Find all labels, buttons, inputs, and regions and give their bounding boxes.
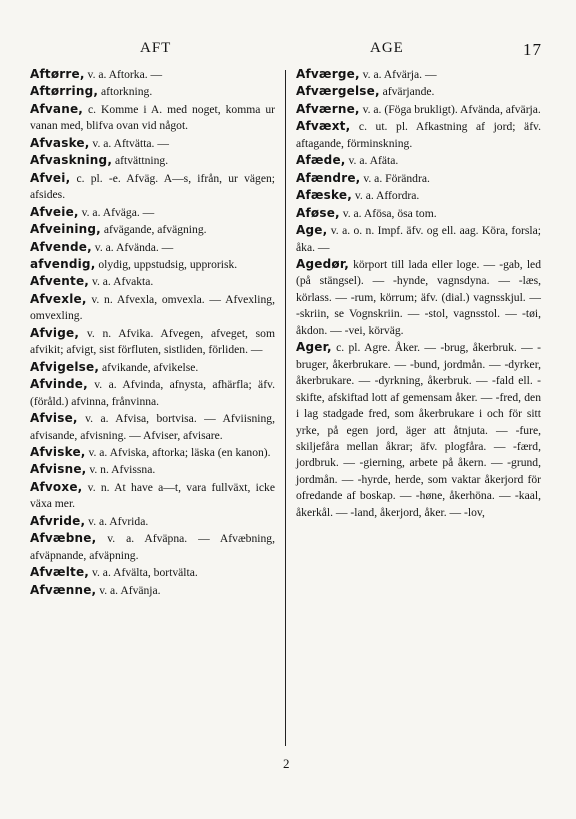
- dictionary-entry: [30, 204, 275, 221]
- dictionary-entry: [296, 205, 541, 222]
- entry-headword: Afvende,: [30, 239, 92, 254]
- dictionary-entry: [296, 222, 541, 256]
- entry-definition: aftorkning.: [98, 85, 153, 99]
- entry-definition: körport till lada eller loge. — -gab, led (på stängsel). — -hynde, vagnsdyna. — -læs, körlass. — -rum, körrum; äfv. (dial.) vagnsskjul. — -skriin, se Vognskriin. — -stol, vagnsstol. — -tøi, åkdon. — -vei, körväg.: [296, 257, 541, 337]
- dictionary-entry: [30, 221, 275, 238]
- entry-definition: afvägande, afvägning.: [100, 223, 207, 237]
- entry-headword: Afvæbne,: [30, 531, 97, 546]
- dictionary-entry: [30, 135, 275, 152]
- entry-definition: v. a. Afvälta, bortvälta.: [89, 566, 198, 580]
- running-header: [30, 40, 550, 62]
- entry-definition: v. a. Afvakta.: [89, 275, 154, 289]
- entry-headword: Afændre,: [296, 170, 361, 185]
- entry-definition: v. a. Afäta.: [345, 154, 399, 168]
- dictionary-entry: [296, 170, 541, 187]
- signature-mark: 2: [283, 756, 290, 771]
- dictionary-entry: [30, 101, 275, 135]
- entry-definition: v. a. Afvänja.: [96, 583, 161, 597]
- entry-headword: Afvise,: [30, 411, 78, 426]
- dictionary-entry: [30, 66, 275, 83]
- dictionary-entry: [296, 187, 541, 204]
- entry-definition: v. n. At have a—t, vara fullväxt, icke växa mer.: [30, 480, 275, 511]
- entry-definition: afvärjande.: [379, 85, 435, 99]
- entry-headword: Agedør,: [296, 256, 349, 271]
- entry-headword: Aføse,: [296, 205, 340, 220]
- entry-headword: Afvoxe,: [30, 479, 83, 494]
- page-number: 17: [523, 40, 542, 59]
- dictionary-entry: [30, 461, 275, 478]
- entry-definition: aftvättning.: [112, 154, 169, 168]
- entry-definition: v. a. Afvända. —: [91, 240, 174, 254]
- entry-definition: v. n. Afvissna.: [86, 463, 156, 477]
- dictionary-entry: [30, 564, 275, 581]
- dictionary-entry: [296, 101, 541, 118]
- dictionary-entry: [296, 83, 541, 100]
- left-column: [30, 66, 275, 746]
- entry-headword: Afvaskning,: [30, 153, 113, 168]
- entry-headword: Afveining,: [30, 222, 101, 237]
- header-right-guideword: AGE: [370, 40, 404, 56]
- dictionary-entry: [30, 479, 275, 513]
- dictionary-entry: [296, 339, 541, 521]
- entry-definition: v. a. Afväpna. — Afvæbning, afväpnande, afväpning.: [30, 532, 275, 562]
- dictionary-entry: [30, 83, 275, 100]
- dictionary-entry: [296, 152, 541, 169]
- dictionary-entry: [30, 239, 275, 256]
- entry-headword: Afvente,: [30, 274, 90, 289]
- entry-definition: v. a. o. n. Impf. äfv. og ell. aag. Köra, forsla; åka. —: [296, 224, 541, 254]
- entry-headword: Afværgelse,: [296, 84, 380, 99]
- entry-headword: Afvride,: [30, 513, 86, 528]
- dictionary-entry: [30, 291, 275, 325]
- dictionary-entry: [30, 444, 275, 461]
- entry-definition: afvikande, afvikelse.: [99, 360, 199, 374]
- entry-definition: v. n. Afvexla, omvexla. — Afvexling, omvexling.: [30, 292, 275, 323]
- entry-headword: Afvige,: [30, 325, 80, 340]
- dictionary-entry: [30, 376, 275, 410]
- entry-definition: v. a. Afväga. —: [78, 205, 155, 219]
- entry-definition: v. n. Afvika. Afvegen, afveget, som afvikit; afvigt, sist förfluten, sistliden, förliden. —: [30, 326, 275, 357]
- entry-headword: Afvælte,: [30, 565, 90, 580]
- dictionary-entry: [30, 530, 275, 564]
- entry-definition: c. pl. -e. Afväg. A—s, ifrån, ur vägen; afsides.: [30, 171, 275, 202]
- entry-headword: Afvinde,: [30, 377, 88, 392]
- entry-headword: Ager,: [296, 340, 332, 355]
- entry-headword: Afviske,: [30, 444, 86, 459]
- entry-definition: olydig, uppstudsig, upprorisk.: [95, 257, 238, 271]
- dictionary-entry: [30, 359, 275, 376]
- entry-definition: v. a. Afvinda, afnysta, afhärfla; äfv. (föråld.) afvinna, frånvinna.: [30, 378, 275, 408]
- entry-headword: Afvane,: [30, 101, 84, 116]
- dictionary-entry: [30, 256, 275, 273]
- entry-headword: Age,: [296, 223, 328, 238]
- dictionary-entry: [296, 118, 541, 152]
- dictionary-entry: [30, 152, 275, 169]
- dictionary-entry: [30, 273, 275, 290]
- dictionary-entry: [30, 582, 275, 599]
- entry-definition: v. a. Afvrida.: [85, 514, 149, 528]
- column-divider: [285, 70, 286, 746]
- entry-headword: Aftørring,: [30, 84, 99, 99]
- entry-definition: c. ut. pl. Afkastning af jord; äfv. aftagande, förminskning.: [296, 120, 541, 150]
- entry-definition: v. a. (Föga brukligt). Afvända, afvärja.: [359, 102, 541, 116]
- entry-headword: Afæske,: [296, 188, 352, 203]
- entry-definition: v. a. Affordra.: [351, 189, 420, 203]
- entry-headword: Afværge,: [296, 67, 360, 81]
- entry-headword: Afvigelse,: [30, 359, 100, 374]
- entry-headword: Aftørre,: [30, 67, 85, 81]
- entry-definition: c. pl. Agre. Åker. — -brug, åkerbruk. — -bruger, åkerbrukare. — -bund, jordmån. — -dyrker, åkerbrukare. — -dyrkning, åkerbruk. — -fald ell. -skifte, afskiftad lott af gemensam åker. — -fred, den i lag stadgade fred, som åkerbrukare i och för sitt yrke, på egen jord, äger att åtnjuta. — -fure, skiljefåra mellan åkrar; äfv. plogfåra. — -færd, jordbruk. — -gierning, arbete på åkern. — -grund, jordmån. — -hyrde, herde, som vaktar åkerjord för ofredande af boskap. — -høne, åkerhöna. — -kaal, åkerkål. — -land, åkerjord, åker. — -lov,: [296, 341, 541, 519]
- entry-headword: Afvænne,: [30, 582, 97, 597]
- header-left-guideword: AFT: [140, 40, 172, 56]
- entry-headword: Afværne,: [296, 101, 360, 116]
- dictionary-entry: [296, 66, 541, 83]
- dictionary-entry: [30, 170, 275, 204]
- entry-headword: Afæde,: [296, 153, 346, 168]
- entry-headword: Afvei,: [30, 170, 71, 185]
- dictionary-entry: [30, 325, 275, 359]
- right-column: [296, 66, 541, 746]
- entry-headword: Afvisne,: [30, 462, 87, 477]
- entry-definition: v. a. Afösa, ösa tom.: [339, 206, 437, 220]
- entry-definition: v. a. Afviska, aftorka; läska (en kanon).: [85, 445, 271, 459]
- dictionary-entry: [296, 256, 541, 339]
- entry-headword: Afvexle,: [30, 291, 87, 306]
- dictionary-entry: [30, 410, 275, 444]
- dictionary-entry: [30, 513, 275, 530]
- entry-headword: afvendig,: [30, 256, 96, 271]
- entry-headword: Afvaske,: [30, 135, 90, 150]
- entry-definition: v. a. Aftorka. —: [84, 68, 163, 81]
- entry-definition: v. a. Aftvätta. —: [89, 136, 169, 150]
- entry-definition: v. a. Afvisa, bortvisa. — Afviisning, afvisande, afvisning. — Afviser, afvisare.: [30, 412, 275, 442]
- entry-headword: Afvæxt,: [296, 119, 351, 134]
- entry-headword: Afveie,: [30, 204, 79, 219]
- entry-definition: v. a. Afvärja. —: [359, 68, 437, 81]
- entry-definition: v. a. Förändra.: [360, 171, 430, 185]
- entry-definition: c. Komme i A. med noget, komma ur vanan med, blifva ovan vid något.: [30, 102, 275, 133]
